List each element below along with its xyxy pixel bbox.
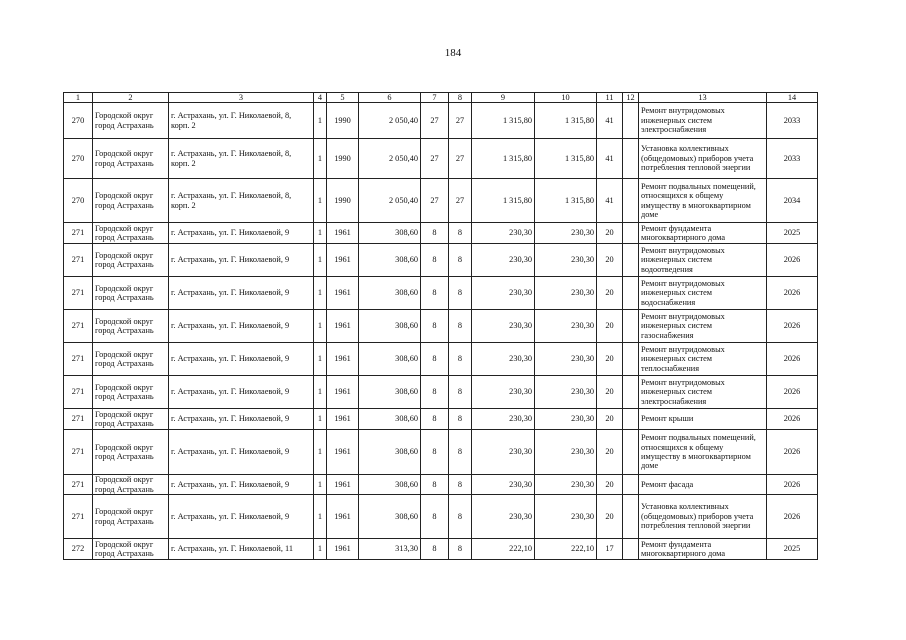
col12-cell: [623, 179, 639, 223]
col12-cell: [623, 103, 639, 139]
col8-cell: 8: [449, 495, 472, 539]
municipality-cell: Городской округ город Астрахань: [93, 376, 169, 409]
area-cell-2: 230,30: [535, 343, 597, 376]
col4-cell: 1: [314, 495, 327, 539]
table-row: [64, 310, 818, 343]
col8-cell: 8: [449, 244, 472, 277]
area-cell-2: 230,30: [535, 430, 597, 475]
area-cell-2: 230,30: [535, 277, 597, 310]
total-area-cell: 308,60: [359, 495, 421, 539]
col8-cell: 8: [449, 376, 472, 409]
area-cell-2: 1 315,80: [535, 139, 597, 179]
column-header: 7: [421, 93, 449, 103]
address-cell: г. Астрахань, ул. Г. Николаевой, 9: [169, 376, 314, 409]
municipality-cell: Городской округ город Астрахань: [93, 179, 169, 223]
table-row: [64, 179, 818, 223]
total-area-cell: 308,60: [359, 310, 421, 343]
col8-cell: 27: [449, 103, 472, 139]
area-cell: 1 315,80: [472, 103, 535, 139]
area-cell-2: 230,30: [535, 376, 597, 409]
area-cell: 230,30: [472, 223, 535, 244]
planned-year-cell: 2033: [767, 139, 818, 179]
page-number: 184: [444, 47, 462, 59]
column-header: 12: [623, 93, 639, 103]
row-number: 270: [64, 103, 93, 139]
row-number: 271: [64, 310, 93, 343]
planned-year-cell: 2033: [767, 103, 818, 139]
year-cell: 1961: [327, 244, 359, 277]
col7-cell: 8: [421, 310, 449, 343]
municipality-cell: Городской округ город Астрахань: [93, 343, 169, 376]
planned-year-cell: 2026: [767, 343, 818, 376]
area-cell: 1 315,80: [472, 179, 535, 223]
planned-year-cell: 2026: [767, 495, 818, 539]
work-type-cell: Ремонт внутридомовых инженерных систем электроснабжения: [639, 376, 767, 409]
col7-cell: 27: [421, 103, 449, 139]
year-cell: 1961: [327, 310, 359, 343]
area-cell-2: 1 315,80: [535, 179, 597, 223]
table-row: [64, 343, 818, 376]
row-number: 270: [64, 139, 93, 179]
col4-cell: 1: [314, 223, 327, 244]
table-body: [64, 93, 818, 560]
total-area-cell: 308,60: [359, 475, 421, 495]
area-cell: 230,30: [472, 343, 535, 376]
row-number: 272: [64, 539, 93, 560]
column-header: 13: [639, 93, 767, 103]
area-cell: 230,30: [472, 409, 535, 430]
year-cell: 1961: [327, 343, 359, 376]
work-type-cell: Ремонт внутридомовых инженерных систем электроснабжения: [639, 103, 767, 139]
total-area-cell: 2 050,40: [359, 139, 421, 179]
table-row: [64, 376, 818, 409]
address-cell: г. Астрахань, ул. Г. Николаевой, 9: [169, 475, 314, 495]
col8-cell: 27: [449, 139, 472, 179]
table-row: [64, 475, 818, 495]
col8-cell: 8: [449, 430, 472, 475]
year-cell: 1961: [327, 376, 359, 409]
total-area-cell: 308,60: [359, 409, 421, 430]
total-area-cell: 308,60: [359, 277, 421, 310]
col12-cell: [623, 475, 639, 495]
col11-cell: 20: [597, 409, 623, 430]
column-header: 5: [327, 93, 359, 103]
planned-year-cell: 2026: [767, 310, 818, 343]
planned-year-cell: 2026: [767, 409, 818, 430]
col4-cell: 1: [314, 539, 327, 560]
col4-cell: 1: [314, 430, 327, 475]
column-header: 4: [314, 93, 327, 103]
table-row: [64, 539, 818, 560]
year-cell: 1961: [327, 223, 359, 244]
area-cell: 230,30: [472, 430, 535, 475]
address-cell: г. Астрахань, ул. Г. Николаевой, 9: [169, 409, 314, 430]
col8-cell: 8: [449, 475, 472, 495]
col8-cell: 8: [449, 343, 472, 376]
municipality-cell: Городской округ город Астрахань: [93, 139, 169, 179]
address-cell: г. Астрахань, ул. Г. Николаевой, 9: [169, 223, 314, 244]
address-cell: г. Астрахань, ул. Г. Николаевой, 9: [169, 310, 314, 343]
total-area-cell: 308,60: [359, 223, 421, 244]
col11-cell: 20: [597, 277, 623, 310]
area-cell: 230,30: [472, 277, 535, 310]
address-cell: г. Астрахань, ул. Г. Николаевой, 9: [169, 343, 314, 376]
col11-cell: 20: [597, 343, 623, 376]
work-type-cell: Ремонт фасада: [639, 475, 767, 495]
total-area-cell: 308,60: [359, 376, 421, 409]
address-cell: г. Астрахань, ул. Г. Николаевой, 8, корп. 2: [169, 103, 314, 139]
col7-cell: 27: [421, 179, 449, 223]
planned-year-cell: 2026: [767, 277, 818, 310]
col7-cell: 8: [421, 376, 449, 409]
planned-year-cell: 2025: [767, 223, 818, 244]
area-cell-2: 230,30: [535, 310, 597, 343]
col4-cell: 1: [314, 277, 327, 310]
year-cell: 1961: [327, 475, 359, 495]
column-header: 2: [93, 93, 169, 103]
col12-cell: [623, 376, 639, 409]
area-cell-2: 1 315,80: [535, 103, 597, 139]
row-number: 271: [64, 376, 93, 409]
column-header: 14: [767, 93, 818, 103]
year-cell: 1961: [327, 539, 359, 560]
col8-cell: 8: [449, 310, 472, 343]
col11-cell: 20: [597, 495, 623, 539]
address-cell: г. Астрахань, ул. Г. Николаевой, 8, корп. 2: [169, 139, 314, 179]
total-area-cell: 308,60: [359, 343, 421, 376]
table-row: [64, 430, 818, 475]
planned-year-cell: 2026: [767, 430, 818, 475]
address-cell: г. Астрахань, ул. Г. Николаевой, 9: [169, 430, 314, 475]
area-cell-2: 230,30: [535, 244, 597, 277]
col4-cell: 1: [314, 179, 327, 223]
col11-cell: 20: [597, 430, 623, 475]
address-cell: г. Астрахань, ул. Г. Николаевой, 11: [169, 539, 314, 560]
column-number-row: [64, 93, 818, 103]
row-number: 271: [64, 495, 93, 539]
planned-year-cell: 2026: [767, 244, 818, 277]
repair-schedule-table: [63, 92, 818, 560]
row-number: 271: [64, 343, 93, 376]
work-type-cell: Ремонт внутридомовых инженерных систем водоснабжения: [639, 277, 767, 310]
table-row: [64, 495, 818, 539]
year-cell: 1961: [327, 495, 359, 539]
col11-cell: 20: [597, 475, 623, 495]
col11-cell: 41: [597, 139, 623, 179]
total-area-cell: 313,30: [359, 539, 421, 560]
row-number: 271: [64, 475, 93, 495]
col7-cell: 8: [421, 475, 449, 495]
col8-cell: 27: [449, 179, 472, 223]
col12-cell: [623, 223, 639, 244]
area-cell: 230,30: [472, 310, 535, 343]
table-row: [64, 139, 818, 179]
work-type-cell: Ремонт внутридомовых инженерных систем газоснабжения: [639, 310, 767, 343]
total-area-cell: 308,60: [359, 244, 421, 277]
municipality-cell: Городской округ город Астрахань: [93, 475, 169, 495]
col7-cell: 8: [421, 277, 449, 310]
column-header: 3: [169, 93, 314, 103]
table-row: [64, 409, 818, 430]
col11-cell: 20: [597, 244, 623, 277]
row-number: 270: [64, 179, 93, 223]
address-cell: г. Астрахань, ул. Г. Николаевой, 9: [169, 495, 314, 539]
work-type-cell: Ремонт фундамента многоквартирного дома: [639, 223, 767, 244]
work-type-cell: Ремонт внутридомовых инженерных систем теплоснабжения: [639, 343, 767, 376]
municipality-cell: Городской округ город Астрахань: [93, 409, 169, 430]
area-cell-2: 222,10: [535, 539, 597, 560]
col8-cell: 8: [449, 277, 472, 310]
municipality-cell: Городской округ город Астрахань: [93, 103, 169, 139]
col8-cell: 8: [449, 409, 472, 430]
col4-cell: 1: [314, 343, 327, 376]
col8-cell: 8: [449, 223, 472, 244]
col7-cell: 8: [421, 430, 449, 475]
year-cell: 1990: [327, 103, 359, 139]
col12-cell: [623, 343, 639, 376]
col12-cell: [623, 430, 639, 475]
work-type-cell: Ремонт фундамента многоквартирного дома: [639, 539, 767, 560]
row-number: 271: [64, 277, 93, 310]
col11-cell: 17: [597, 539, 623, 560]
col11-cell: 41: [597, 103, 623, 139]
col12-cell: [623, 244, 639, 277]
work-type-cell: Ремонт крыши: [639, 409, 767, 430]
column-header: 9: [472, 93, 535, 103]
column-header: 11: [597, 93, 623, 103]
municipality-cell: Городской округ город Астрахань: [93, 277, 169, 310]
area-cell: 222,10: [472, 539, 535, 560]
planned-year-cell: 2034: [767, 179, 818, 223]
work-type-cell: Ремонт подвальных помещений, относящихся к общему имуществу в многоквартирном доме: [639, 430, 767, 475]
col4-cell: 1: [314, 244, 327, 277]
area-cell: 230,30: [472, 376, 535, 409]
total-area-cell: 308,60: [359, 430, 421, 475]
row-number: 271: [64, 223, 93, 244]
area-cell-2: 230,30: [535, 223, 597, 244]
year-cell: 1990: [327, 139, 359, 179]
work-type-cell: Установка коллективных (общедомовых) приборов учета потребления тепловой энергии: [639, 495, 767, 539]
col7-cell: 8: [421, 539, 449, 560]
area-cell: 230,30: [472, 495, 535, 539]
year-cell: 1961: [327, 430, 359, 475]
col4-cell: 1: [314, 376, 327, 409]
municipality-cell: Городской округ город Астрахань: [93, 244, 169, 277]
municipality-cell: Городской округ город Астрахань: [93, 310, 169, 343]
column-header: 8: [449, 93, 472, 103]
col12-cell: [623, 539, 639, 560]
col7-cell: 8: [421, 495, 449, 539]
col7-cell: 8: [421, 244, 449, 277]
municipality-cell: Городской округ город Астрахань: [93, 495, 169, 539]
work-type-cell: Ремонт внутридомовых инженерных систем водоотведения: [639, 244, 767, 277]
column-header: 6: [359, 93, 421, 103]
area-cell: 230,30: [472, 475, 535, 495]
address-cell: г. Астрахань, ул. Г. Николаевой, 9: [169, 244, 314, 277]
row-number: 271: [64, 430, 93, 475]
row-number: 271: [64, 409, 93, 430]
table-row: [64, 103, 818, 139]
address-cell: г. Астрахань, ул. Г. Николаевой, 9: [169, 277, 314, 310]
row-number: 271: [64, 244, 93, 277]
total-area-cell: 2 050,40: [359, 179, 421, 223]
col12-cell: [623, 277, 639, 310]
col11-cell: 20: [597, 223, 623, 244]
col4-cell: 1: [314, 139, 327, 179]
column-header: 1: [64, 93, 93, 103]
year-cell: 1961: [327, 277, 359, 310]
table-row: [64, 244, 818, 277]
work-type-cell: Ремонт подвальных помещений, относящихся к общему имуществу в многоквартирном доме: [639, 179, 767, 223]
col8-cell: 8: [449, 539, 472, 560]
municipality-cell: Городской округ город Астрахань: [93, 430, 169, 475]
col12-cell: [623, 310, 639, 343]
table-row: [64, 277, 818, 310]
year-cell: 1990: [327, 179, 359, 223]
col11-cell: 20: [597, 310, 623, 343]
column-header: 10: [535, 93, 597, 103]
col4-cell: 1: [314, 475, 327, 495]
area-cell: 230,30: [472, 244, 535, 277]
area-cell-2: 230,30: [535, 409, 597, 430]
area-cell-2: 230,30: [535, 495, 597, 539]
col7-cell: 8: [421, 343, 449, 376]
col4-cell: 1: [314, 409, 327, 430]
area-cell-2: 230,30: [535, 475, 597, 495]
total-area-cell: 2 050,40: [359, 103, 421, 139]
planned-year-cell: 2026: [767, 376, 818, 409]
col4-cell: 1: [314, 103, 327, 139]
address-cell: г. Астрахань, ул. Г. Николаевой, 8, корп. 2: [169, 179, 314, 223]
year-cell: 1961: [327, 409, 359, 430]
col11-cell: 20: [597, 376, 623, 409]
work-type-cell: Установка коллективных (общедомовых) приборов учета потребления тепловой энергии: [639, 139, 767, 179]
col11-cell: 41: [597, 179, 623, 223]
area-cell: 1 315,80: [472, 139, 535, 179]
planned-year-cell: 2025: [767, 539, 818, 560]
planned-year-cell: 2026: [767, 475, 818, 495]
col4-cell: 1: [314, 310, 327, 343]
col12-cell: [623, 409, 639, 430]
col12-cell: [623, 139, 639, 179]
table-row: [64, 223, 818, 244]
col7-cell: 8: [421, 223, 449, 244]
col7-cell: 8: [421, 409, 449, 430]
col7-cell: 27: [421, 139, 449, 179]
municipality-cell: Городской округ город Астрахань: [93, 223, 169, 244]
col12-cell: [623, 495, 639, 539]
municipality-cell: Городской округ город Астрахань: [93, 539, 169, 560]
